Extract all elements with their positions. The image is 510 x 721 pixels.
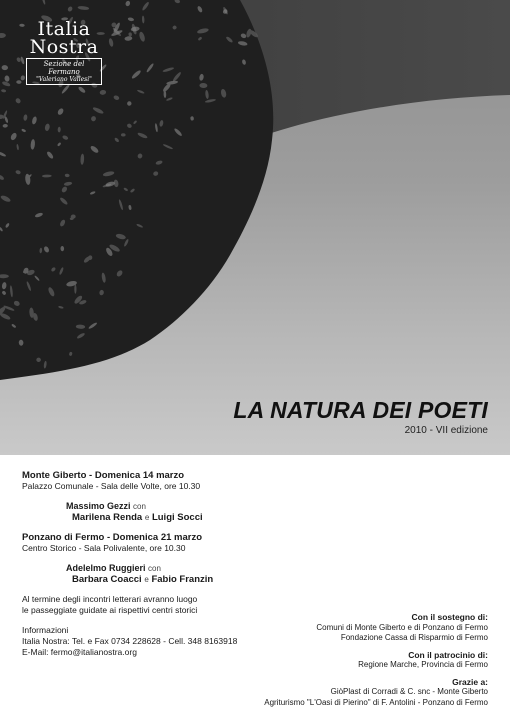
patronage-line1: Regione Marche, Provincia di Fermo (358, 660, 488, 669)
event-1 (22, 470, 492, 523)
thanks-heading: Grazie a: (452, 676, 488, 687)
support-line1: Comuni di Monte Giberto e di Ponzano di Fermo (316, 622, 488, 632)
logo-line2: Nostra (29, 36, 99, 58)
event-2-and: e (144, 575, 149, 584)
event-2-guest1: Barbara Coacci (72, 574, 142, 585)
event-2-guests (22, 574, 492, 585)
event-2-place-date: Ponzano di Fermo - Domenica 21 marzo (22, 532, 203, 543)
event-1-guests (22, 512, 492, 523)
event-1-place-date: Monte Giberto - Domenica 14 marzo (22, 470, 185, 481)
logo-line1: Italia (37, 18, 91, 40)
support-heading: Con il sostegno di: (411, 612, 488, 622)
poster-title: LA NATURA DEI POETI (233, 397, 488, 423)
logo-dedication: "Valeriano Vallesi" (36, 76, 92, 83)
walks-note-line1: Al termine degli incontri letterari avranno luogo (22, 594, 198, 604)
event-2-guest2: Fabio Franzin (151, 574, 214, 585)
support-line2: Fondazione Cassa di Risparmio di Fermo (340, 633, 488, 642)
italia-nostra-logo (26, 20, 102, 85)
event-1-with: con (133, 502, 146, 511)
logo-section-box (26, 58, 102, 85)
event-1-venue: Palazzo Comunale - Sala delle Volte, ore 10.30 (22, 481, 201, 491)
thanks-line1: GiòPlast di Corradi & C. snc - Monte Giberto (330, 687, 488, 696)
info-email: E-Mail: fermo@italianostra.org (22, 647, 137, 657)
credits (264, 612, 488, 708)
thanks-line2: Agriturismo "L'Oasi di Pierino" di F. Antolini - Ponzano di Fermo (264, 697, 488, 707)
event-1-speaker-line (22, 501, 492, 512)
event-2-speaker-line (22, 563, 492, 574)
title-block (233, 397, 488, 436)
event-2-venue: Centro Storico - Sala Polivalente, ore 10.30 (22, 543, 186, 553)
event-2-speaker: Adelelmo Ruggieri (66, 563, 146, 573)
event-2-with: con (148, 564, 161, 573)
event-1-guest2: Luigi Socci (151, 512, 203, 523)
info-heading: Informazioni (22, 625, 69, 635)
patronage-heading: Con il patrocinio di: (408, 649, 488, 660)
info-phone: Italia Nostra: Tel. e Fax 0734 228628 - Cell. 348 8163918 (22, 636, 238, 646)
edition-label: 2010 - VII edizione (404, 425, 488, 436)
event-1-guest1: Marilena Renda (72, 512, 143, 523)
event-1-and: e (144, 513, 150, 522)
logo-section: Sezione del Fermano (43, 60, 85, 76)
walks-note-line2: le passeggiate guidate ai rispettivi centri storici (22, 605, 198, 615)
event-2 (22, 532, 492, 585)
event-1-speaker: Massimo Gezzi (66, 501, 131, 511)
